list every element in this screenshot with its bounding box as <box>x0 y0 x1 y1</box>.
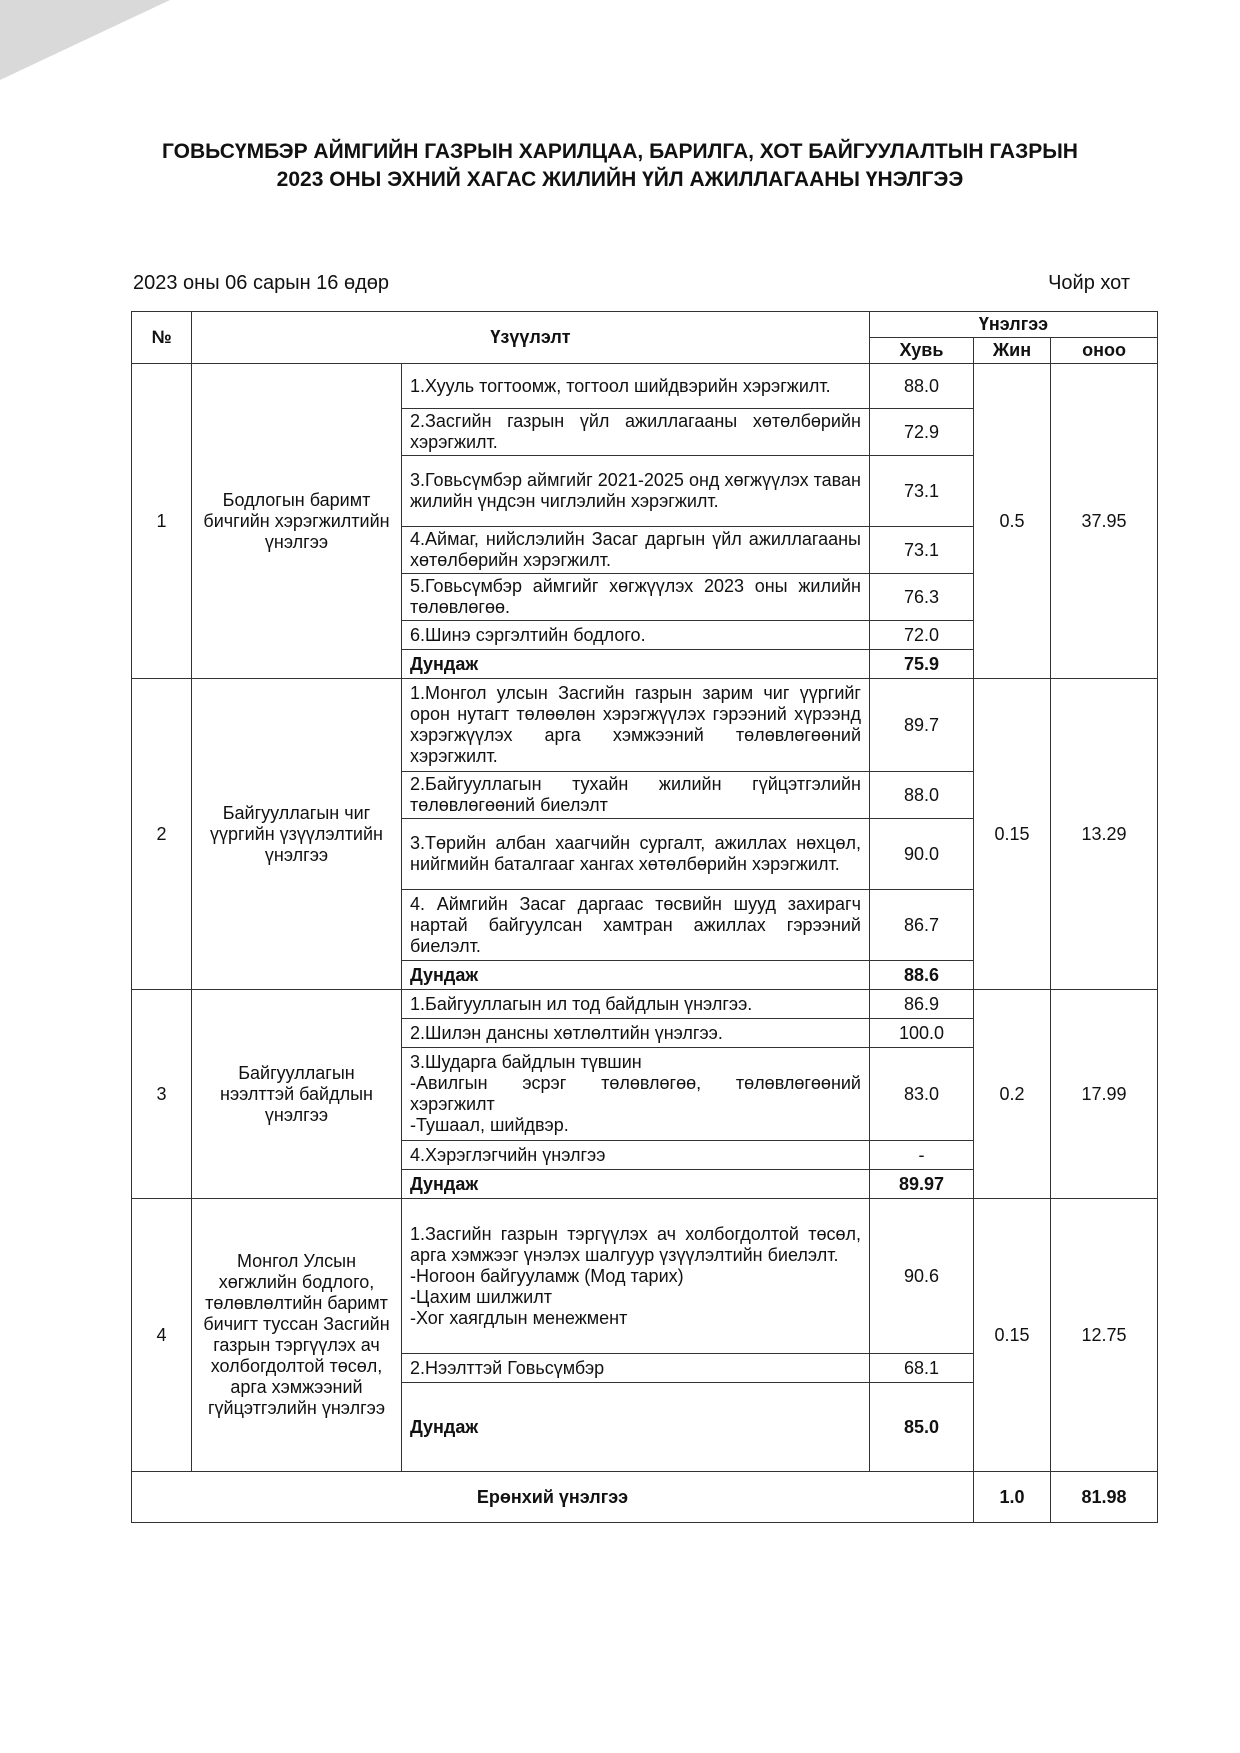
indicator-item: 3.Төрийн албан хаагчийн сургалт, ажиллах нөхцөл, нийгмийн баталгааг хангах хөтөлбөрийн хэрэгжилт. <box>402 819 870 890</box>
table-row <box>132 679 1158 772</box>
indicator-item: 1.Хууль тогтоомж, тогтоол шийдвэрийн хэрэгжилт. <box>402 364 870 409</box>
section-score: 12.75 <box>1051 1199 1158 1472</box>
indicator-percent: 73.1 <box>870 527 974 574</box>
indicator-percent: 90.0 <box>870 819 974 890</box>
indicator-percent: 90.6 <box>870 1199 974 1354</box>
indicator-item: 1.Монгол улсын Засгийн газрын зарим чиг үүргийг орон нутагт төлөөлөн хэрэгжүүлэх гэрээний хүрээнд хэрэгжүүлэх арга хэмжээний төлөвлөгөөний хэрэгжилт. <box>402 679 870 772</box>
section-weight: 0.2 <box>974 990 1051 1199</box>
indicator-item: 2.Шилэн дансны хөтлөлтийн үнэлгээ. <box>402 1019 870 1048</box>
indicator-percent: 89.7 <box>870 679 974 772</box>
indicator-item: 2.Байгууллагын тухайн жилийн гүйцэтгэлийн төлөвлөгөөний биелэлт <box>402 772 870 819</box>
section-number: 3 <box>132 990 192 1199</box>
indicator-percent: 72.0 <box>870 621 974 650</box>
total-row <box>132 1472 1158 1523</box>
indicator-percent: 76.3 <box>870 574 974 621</box>
indicator-item: 1.Байгууллагын ил тод байдлын үнэлгээ. <box>402 990 870 1019</box>
indicator-item: 4.Аймаг, нийслэлийн Засаг даргын үйл ажиллагааны хөтөлбөрийн хэрэгжилт. <box>402 527 870 574</box>
indicator-percent: 88.0 <box>870 772 974 819</box>
indicator-percent: 72.9 <box>870 409 974 456</box>
total-weight: 1.0 <box>974 1472 1051 1523</box>
total-score: 81.98 <box>1051 1472 1158 1523</box>
indicator-percent: 68.1 <box>870 1354 974 1383</box>
table-row <box>132 364 1158 409</box>
section-weight: 0.15 <box>974 1199 1051 1472</box>
indicator-item: 3.Говьсүмбэр аймгийг 2021-2025 онд хөгжүүлэх таван жилийн үндсэн чиглэлийн хэрэгжилт. <box>402 456 870 527</box>
average-value: 88.6 <box>870 961 974 990</box>
indicator-item: 3.Шударга байдлын түвшин -Авилгын эсрэг төлөвлөгөө, төлөвлөгөөний хэрэгжилт -Тушаал, шийдвэр. <box>402 1048 870 1141</box>
header-number: № <box>132 312 192 364</box>
section-number: 4 <box>132 1199 192 1472</box>
section-name: Бодлогын баримт бичгийн хэрэгжилтийн үнэлгээ <box>192 364 402 679</box>
indicator-percent: 100.0 <box>870 1019 974 1048</box>
average-label: Дундаж <box>402 1170 870 1199</box>
document-title <box>100 138 1140 194</box>
indicator-percent: 73.1 <box>870 456 974 527</box>
header-evaluation: Үнэлгээ <box>870 312 1158 338</box>
indicator-item: 1.Засгийн газрын тэргүүлэх ач холбогдолтой төсөл, арга хэмжээг үнэлэх шалгуур үзүүлэлтийн биелэлт. -Ногоон байгууламж (Мод тарих) -Цахим шилжилт -Хог хаягдлын менежмент <box>402 1199 870 1354</box>
document-place: Чойр хот <box>1048 272 1130 294</box>
indicator-percent: - <box>870 1141 974 1170</box>
indicator-item: 4. Аймгийн Засаг даргаас төсвийн шууд захирагч нартай байгуулсан хамтран ажиллах гэрээний биелэлт. <box>402 890 870 961</box>
indicator-item: 2.Засгийн газрын үйл ажиллагааны хөтөлбөрийн хэрэгжилт. <box>402 409 870 456</box>
table-row <box>132 990 1158 1019</box>
section-score: 37.95 <box>1051 364 1158 679</box>
indicator-item: 5.Говьсүмбэр аймгийг хөгжүүлэх 2023 оны жилийн төлөвлөгөө. <box>402 574 870 621</box>
average-label: Дундаж <box>402 961 870 990</box>
header-score: оноо <box>1051 338 1158 364</box>
indicator-percent: 88.0 <box>870 364 974 409</box>
total-label: Ерөнхий үнэлгээ <box>132 1472 974 1523</box>
header-indicator: Үзүүлэлт <box>192 312 870 364</box>
indicator-percent: 86.7 <box>870 890 974 961</box>
indicator-item: 2.Нээлттэй Говьсүмбэр <box>402 1354 870 1383</box>
document-date: 2023 оны 06 сарын 16 өдөр <box>133 272 390 294</box>
section-score: 13.29 <box>1051 679 1158 990</box>
section-number: 1 <box>132 364 192 679</box>
average-label: Дундаж <box>402 650 870 679</box>
indicator-item: 6.Шинэ сэргэлтийн бодлого. <box>402 621 870 650</box>
indicator-item: 4.Хэрэглэгчийн үнэлгээ <box>402 1141 870 1170</box>
title-line-2: 2023 ОНЫ ЭХНИЙ ХАГАС ЖИЛИЙН ҮЙЛ АЖИЛЛАГААНЫ ҮНЭЛГЭЭ <box>276 168 964 191</box>
evaluation-table <box>131 311 1158 1523</box>
average-value: 85.0 <box>870 1383 974 1472</box>
average-value: 89.97 <box>870 1170 974 1199</box>
section-weight: 0.15 <box>974 679 1051 990</box>
section-weight: 0.5 <box>974 364 1051 679</box>
section-name: Байгууллагын нээлттэй байдлын үнэлгээ <box>192 990 402 1199</box>
header-percent: Хувь <box>870 338 974 364</box>
table-row <box>132 1199 1158 1354</box>
section-name: Байгууллагын чиг үүргийн үзүүлэлтийн үнэлгээ <box>192 679 402 990</box>
evaluation-table-body <box>132 364 1158 1472</box>
section-name: Монгол Улсын хөгжлийн бодлого, төлөвлөлтийн баримт бичигт туссан Засгийн газрын тэргүүлэх ач холбогдолтой төсөл, арга хэмжээний гүйцэтгэлийн үнэлгээ <box>192 1199 402 1472</box>
header-weight: Жин <box>974 338 1051 364</box>
section-score: 17.99 <box>1051 990 1158 1199</box>
average-label: Дундаж <box>402 1383 870 1472</box>
title-line-1: ГОВЬСҮМБЭР АЙМГИЙН ГАЗРЫН ХАРИЛЦАА, БАРИЛГА, ХОТ БАЙГУУЛАЛТЫН ГАЗРЫН <box>162 140 1078 163</box>
average-value: 75.9 <box>870 650 974 679</box>
indicator-percent: 83.0 <box>870 1048 974 1141</box>
indicator-percent: 86.9 <box>870 990 974 1019</box>
page-corner-shadow <box>0 0 170 80</box>
section-number: 2 <box>132 679 192 990</box>
